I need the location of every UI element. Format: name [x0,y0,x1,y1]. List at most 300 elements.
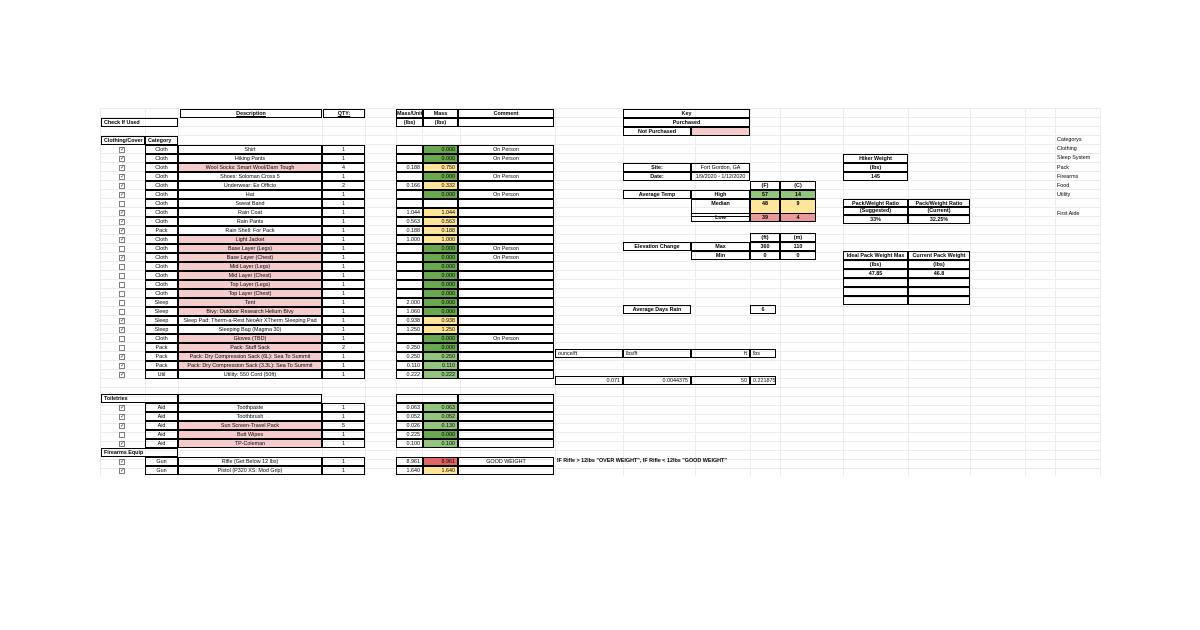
item-mass: 1.000 [423,235,458,244]
item-description: Wool Socks: Smart Wool/Darn Tough [178,163,322,172]
item-mass: 0.000 [423,244,458,253]
item-mass-unit: 0.938 [396,316,423,325]
item-mass: 0.000 [423,271,458,280]
item-category: Cloth [145,190,178,199]
toiletries-blank3 [458,394,554,403]
item-mass: 0.000 [423,280,458,289]
item-qty: 1 [322,334,365,343]
checkbox-checked-icon[interactable]: ✓ [120,440,126,447]
item-mass-unit [396,280,423,289]
item-description: Pack: Stuff Sack [178,343,322,352]
checkbox-checked-icon[interactable]: ✓ [120,404,126,411]
ideal-blank [843,296,908,305]
current-pack-header: Current Pack Weight [908,251,970,260]
ratio-suggested-1: Pack/Weight Ratio [843,199,908,208]
checkbox-checked-icon[interactable]: ✓ [120,182,126,189]
temp-median-f: 48 [750,199,780,217]
elev-label: Elevation Change [623,242,691,251]
item-comment [458,412,554,421]
item-category: Aid [145,439,178,448]
item-description: Sleep Pad: Therm-a-Rest NeoAir XTherm Sleeping Pad [178,316,322,325]
item-mass-unit: 1.060 [396,307,423,316]
category-list-item: Categorys [1057,137,1082,143]
item-qty: 1 [322,199,365,208]
grid-line [100,126,1100,127]
item-mass-unit: 0.250 [396,343,423,352]
item-qty: 1 [322,412,365,421]
item-mass: 0.000 [423,298,458,307]
item-comment: On Person [458,145,554,154]
item-category: Cloth [145,235,178,244]
category-list-item: First Aide [1057,210,1080,217]
item-mass-unit: 0.063 [396,403,423,412]
item-category: Aid [145,421,178,430]
item-comment: On Person [458,154,554,163]
item-description: Butt Wipes [178,430,322,439]
checkbox-checked-icon[interactable]: ✓ [120,191,126,198]
item-mass: 0.000 [423,154,458,163]
grid-line [555,108,556,476]
item-mass-unit: 0.250 [396,352,423,361]
checkbox-checked-icon[interactable]: ✓ [120,155,126,162]
item-description: Top Layer (Chest) [178,289,322,298]
grid-line [970,108,971,476]
item-description: Base Layer (Chest) [178,253,322,262]
item-mass-unit: 1.250 [396,325,423,334]
item-description: Shirt [178,145,322,154]
temp-label: Average Temp [623,190,691,199]
ideal-value: 47.85 [843,269,908,278]
item-description: Rain Coat [178,208,322,217]
item-category: Pack [145,343,178,352]
item-category: Sleep [145,298,178,307]
section-category: Category [145,136,178,145]
item-description: Underwear: Ex Officio [178,181,322,190]
item-category: Cloth [145,271,178,280]
elev-min-ft: 0 [750,251,780,260]
ratio-current-2: (Current) [908,206,970,215]
ideal-blank [843,278,908,287]
elev-max-m: 110 [780,242,816,251]
item-mass: 0.000 [423,307,458,316]
current-blank [908,278,970,287]
item-mass-unit: 1.044 [396,208,423,217]
temp-low-label: Low [691,213,750,222]
item-comment [458,361,554,370]
item-mass: 8.961 [423,457,458,466]
item-comment [458,199,554,208]
item-mass-unit: 0.225 [396,430,423,439]
header-mass: Mass [423,109,458,118]
header-mass-unit: Mass/Unit [397,111,423,117]
item-qty: 1 [322,145,365,154]
conv-h2: lbs/ft [623,349,691,358]
item-mass-unit [396,334,423,343]
item-comment [458,298,554,307]
checkbox-checked-icon[interactable]: ✓ [120,371,126,378]
checkbox-unchecked-icon[interactable] [119,345,125,351]
item-qty: 1 [322,466,365,475]
item-category: Sleep [145,325,178,334]
checkbox-checked-icon[interactable]: ✓ [120,422,126,429]
checkbox-checked-icon[interactable]: ✓ [120,218,126,225]
item-mass: 0.250 [423,352,458,361]
date-value: 1/9/2020 - 1/12/2020 [691,172,750,181]
item-comment: On Person [458,334,554,343]
rifle-note: IF Rifle > 12lbs "OVER WEIGHT", IF Rifle < 12lbs "GOOD WEIGHT" [557,458,727,464]
item-description: Sleeping Bag (Magma 30) [178,325,322,334]
item-comment [458,226,554,235]
elev-ft-header: (ft) [750,233,780,242]
item-mass-unit: 0.110 [396,361,423,370]
item-category: Pack [145,361,178,370]
key-not-purchased-swatch [691,127,750,136]
checkbox-unchecked-icon[interactable] [119,201,125,207]
current-blank [908,287,970,296]
ideal-unit: (lbs) [843,260,908,269]
item-category: Aid [145,430,178,439]
grid-line [100,135,1100,136]
category-list-item [1055,200,1115,209]
item-mass-unit [396,172,423,181]
item-mass: 0.000 [423,172,458,181]
item-mass: 0.110 [423,361,458,370]
item-category: Aid [145,412,178,421]
item-comment [458,271,554,280]
item-mass-unit: 1.000 [396,235,423,244]
item-category: Gun [145,466,178,475]
category-list-item: Sleep System [1057,155,1091,162]
item-mass [423,199,458,208]
conv-h1: ounce/ft [555,349,623,358]
item-comment [458,163,554,172]
item-mass: 0.188 [423,226,458,235]
item-category: Aid [145,403,178,412]
item-comment [458,217,554,226]
hiker-weight-title: Hiker Weight [843,154,908,163]
elev-max-ft: 360 [750,242,780,251]
checkbox-checked-icon[interactable]: ✓ [120,236,126,243]
temp-c-header: (C) [780,181,816,190]
item-qty: 1 [322,208,365,217]
header-mass-unit-lbs: (lbs) [396,118,423,127]
item-mass-unit: 0.166 [396,181,423,190]
item-mass: 0.938 [423,316,458,325]
site-value: Fort Gordon, GA [691,163,750,172]
item-description: Sun Screen-Travel Pack [178,421,322,430]
item-mass: 0.000 [423,430,458,439]
key-title: Key [623,109,750,118]
item-category: Cloth [145,172,178,181]
item-qty: 5 [322,421,365,430]
item-category: Pack [145,226,178,235]
item-category: Cloth [145,208,178,217]
category-list-item: Pack [1057,164,1069,171]
item-comment [458,262,554,271]
checkbox-checked-icon[interactable]: ✓ [120,227,126,234]
item-category: Cloth [145,145,178,154]
checkbox-unchecked-icon[interactable] [119,291,125,297]
toiletries-blank [178,394,322,403]
header-qty: QTY: [323,109,365,118]
item-mass: 1.044 [423,208,458,217]
item-mass: 1.640 [423,466,458,475]
item-qty: 1 [322,370,365,379]
rain-label: Average Days Rain [623,305,691,314]
toiletries-blank2 [396,394,458,403]
item-category: Sleep [145,307,178,316]
temp-median-label: Median [691,199,750,217]
conv-v1: 0.071 [555,376,623,385]
ratio-current-1: Pack/Weight Ratio [908,199,970,208]
checkbox-unchecked-icon[interactable] [119,300,125,306]
item-qty: 1 [322,253,365,262]
ideal-blank [843,287,908,296]
item-description: Rain Pants [178,217,322,226]
item-description: Toothbrush [178,412,322,421]
item-mass: 0.130 [423,421,458,430]
item-qty: 1 [322,403,365,412]
item-qty: 1 [322,298,365,307]
item-description: Rifle (Get Below 12 lbs) [178,457,322,466]
section-toiletries: Toiletries [101,394,178,403]
item-comment: GOOD WEIGHT [458,457,554,466]
category-list-item: Clothing [1057,146,1077,153]
item-qty: 1 [322,439,365,448]
item-qty: 2 [322,181,365,190]
item-mass: 0.000 [423,253,458,262]
checkbox-unchecked-icon[interactable] [119,246,125,252]
grid-line [750,108,751,476]
item-category: Cloth [145,199,178,208]
item-mass-unit: 0.563 [396,217,423,226]
item-category: Util [145,370,178,379]
hiker-weight-unit: (lbs) [843,163,908,172]
item-description: Hat [178,190,322,199]
item-mass-unit: 8.961 [396,457,423,466]
grid-line [100,387,1100,388]
item-comment [458,430,554,439]
item-qty: 1 [322,226,365,235]
item-mass-unit: 1.640 [396,466,423,475]
item-comment: On Person [458,253,554,262]
checkbox-checked-icon[interactable]: ✓ [120,362,126,369]
grid-line [365,108,366,476]
item-comment [458,403,554,412]
key-not-purchased: Not Purchased [623,127,691,136]
item-description: Pack: Dry Compression Sack (6L): Sea To Summit [178,352,322,361]
item-qty: 1 [322,244,365,253]
elev-min-m: 0 [780,251,816,260]
header-mass-lbs: (lbs) [423,118,458,127]
checkbox-checked-icon[interactable]: ✓ [120,173,126,180]
item-category: Cloth [145,154,178,163]
checkbox-unchecked-icon[interactable] [119,273,125,279]
temp-f-header: (F) [750,181,780,190]
item-mass-unit: 0.188 [396,226,423,235]
current-pack-unit: (lbs) [908,260,970,269]
item-mass: 0.063 [423,403,458,412]
item-comment: On Person [458,172,554,181]
header-description: Description [180,109,322,118]
checkbox-checked-icon[interactable]: ✓ [120,317,126,324]
grid-line [100,450,1100,451]
item-category: Pack [145,352,178,361]
item-mass: 0.000 [423,190,458,199]
item-mass: 0.052 [423,412,458,421]
item-qty: 1 [322,289,365,298]
item-comment [458,181,554,190]
item-category: Cloth [145,280,178,289]
item-mass-unit: 0.188 [396,163,423,172]
item-description: Base Layer (Legs) [178,244,322,253]
current-pack-value: 46.8 [908,269,970,278]
item-qty: 1 [322,280,365,289]
item-mass: 0.000 [423,262,458,271]
item-mass-unit [396,271,423,280]
item-description: Hiking Pants [178,154,322,163]
item-mass-unit [396,190,423,199]
checkbox-unchecked-icon[interactable] [119,282,125,288]
item-qty: 1 [322,262,365,271]
ratio-suggested-value: 33% [843,215,908,224]
item-comment [458,289,554,298]
conv-h3: ft [691,349,750,358]
header-comment-blank [458,118,554,127]
item-description: Light Jacket [178,235,322,244]
conv-h4: lbs [750,349,776,358]
item-comment [458,307,554,316]
item-qty: 1 [322,172,365,181]
item-description: Gloves (TBD) [178,334,322,343]
section-clothing: Clothing/Cover [101,136,145,145]
ratio-current-value: 32.25% [908,215,970,224]
site-label: Site: [623,163,691,172]
rain-value: 6 [750,305,776,314]
item-mass-unit [396,199,423,208]
item-mass-unit: 0.100 [396,439,423,448]
item-description: Mid Layer (Legs) [178,262,322,271]
item-description: Shoes: Soloman Cross 5 [178,172,322,181]
item-mass-unit: 2.000 [396,298,423,307]
grid-line [1025,108,1026,476]
item-comment [458,325,554,334]
checkbox-checked-icon[interactable]: ✓ [120,164,126,171]
item-comment [458,370,554,379]
item-qty: 1 [322,154,365,163]
item-mass-unit [396,253,423,262]
item-mass: 0.563 [423,217,458,226]
temp-high-f: 57 [750,190,780,199]
category-list-item: Food [1057,183,1070,189]
temp-high-label: High [691,190,750,199]
item-comment [458,439,554,448]
item-qty: 1 [322,361,365,370]
item-mass-unit: 0.222 [396,370,423,379]
conv-v4: 0.221875 [750,376,776,385]
checkbox-checked-icon[interactable]: ✓ [120,146,126,153]
item-category: Sleep [145,316,178,325]
checkbox-unchecked-icon[interactable] [119,432,125,438]
category-list-item: Utility [1057,192,1071,199]
checkbox-checked-icon[interactable]: ✓ [120,467,126,474]
item-category: Cloth [145,181,178,190]
item-category: Cloth [145,217,178,226]
item-mass-unit [396,154,423,163]
item-category: Cloth [145,262,178,271]
item-qty: 4 [322,163,365,172]
current-blank [908,296,970,305]
category-list-item: Firearms [1057,173,1079,180]
item-mass: 0.000 [423,145,458,154]
elev-min-label: Min [691,251,750,260]
item-mass: 1.250 [423,325,458,334]
item-category: Cloth [145,163,178,172]
item-qty: 1 [322,190,365,199]
item-mass-unit [396,244,423,253]
item-description: Tent [178,298,322,307]
item-category: Cloth [145,334,178,343]
ideal-header: Ideal Pack Weight Max [843,251,908,260]
item-description: Sweat Band [178,199,322,208]
item-mass-unit [396,145,423,154]
item-qty: 1 [322,307,365,316]
grid-line [100,108,101,476]
item-comment [458,316,554,325]
checkbox-checked-icon[interactable]: ✓ [120,254,126,261]
item-mass-unit: 0.026 [396,421,423,430]
checkbox-unchecked-icon[interactable] [119,336,125,342]
item-qty: 2 [322,343,365,352]
item-mass: 0.222 [423,370,458,379]
item-mass: 0.750 [423,163,458,172]
key-purchased: Purchased [623,118,750,127]
item-comment: On Person [458,190,554,199]
item-qty: 1 [322,430,365,439]
item-qty: 1 [322,352,365,361]
item-comment [458,421,554,430]
conv-v2: 0.0044375 [623,376,691,385]
checkbox-checked-icon[interactable]: ✓ [120,209,126,216]
checkbox-checked-icon[interactable]: ✓ [120,353,126,360]
elev-m-header: (m) [780,233,816,242]
ratio-suggested-2: (Suggested) [843,206,908,215]
header-comment: Comment [458,109,554,118]
item-qty: 1 [322,271,365,280]
item-qty: 1 [322,325,365,334]
item-mass: 0.000 [423,289,458,298]
item-category: Cloth [145,244,178,253]
checkbox-unchecked-icon[interactable] [119,264,125,270]
item-category: Cloth [145,253,178,262]
item-description: Utility: 550 Cord (50ft) [178,370,322,379]
checkbox-checked-icon[interactable]: ✓ [120,413,126,420]
temp-low-f: 39 [750,213,780,222]
item-description: TP-Coleman [178,439,322,448]
conv-v3: 50 [691,376,750,385]
checkbox-checked-icon[interactable]: ✓ [120,458,126,465]
item-comment [458,235,554,244]
temp-low-c: 4 [780,213,816,222]
checkbox-checked-icon[interactable]: ✓ [120,326,126,333]
item-mass: 0.100 [423,439,458,448]
checkbox-unchecked-icon[interactable] [119,309,125,315]
temp-high-c: 14 [780,190,816,199]
item-qty: 1 [322,457,365,466]
item-comment: On Person [458,244,554,253]
item-description: Pistol (P320 XS: Mod Grip) [178,466,322,475]
item-category: Cloth [145,289,178,298]
